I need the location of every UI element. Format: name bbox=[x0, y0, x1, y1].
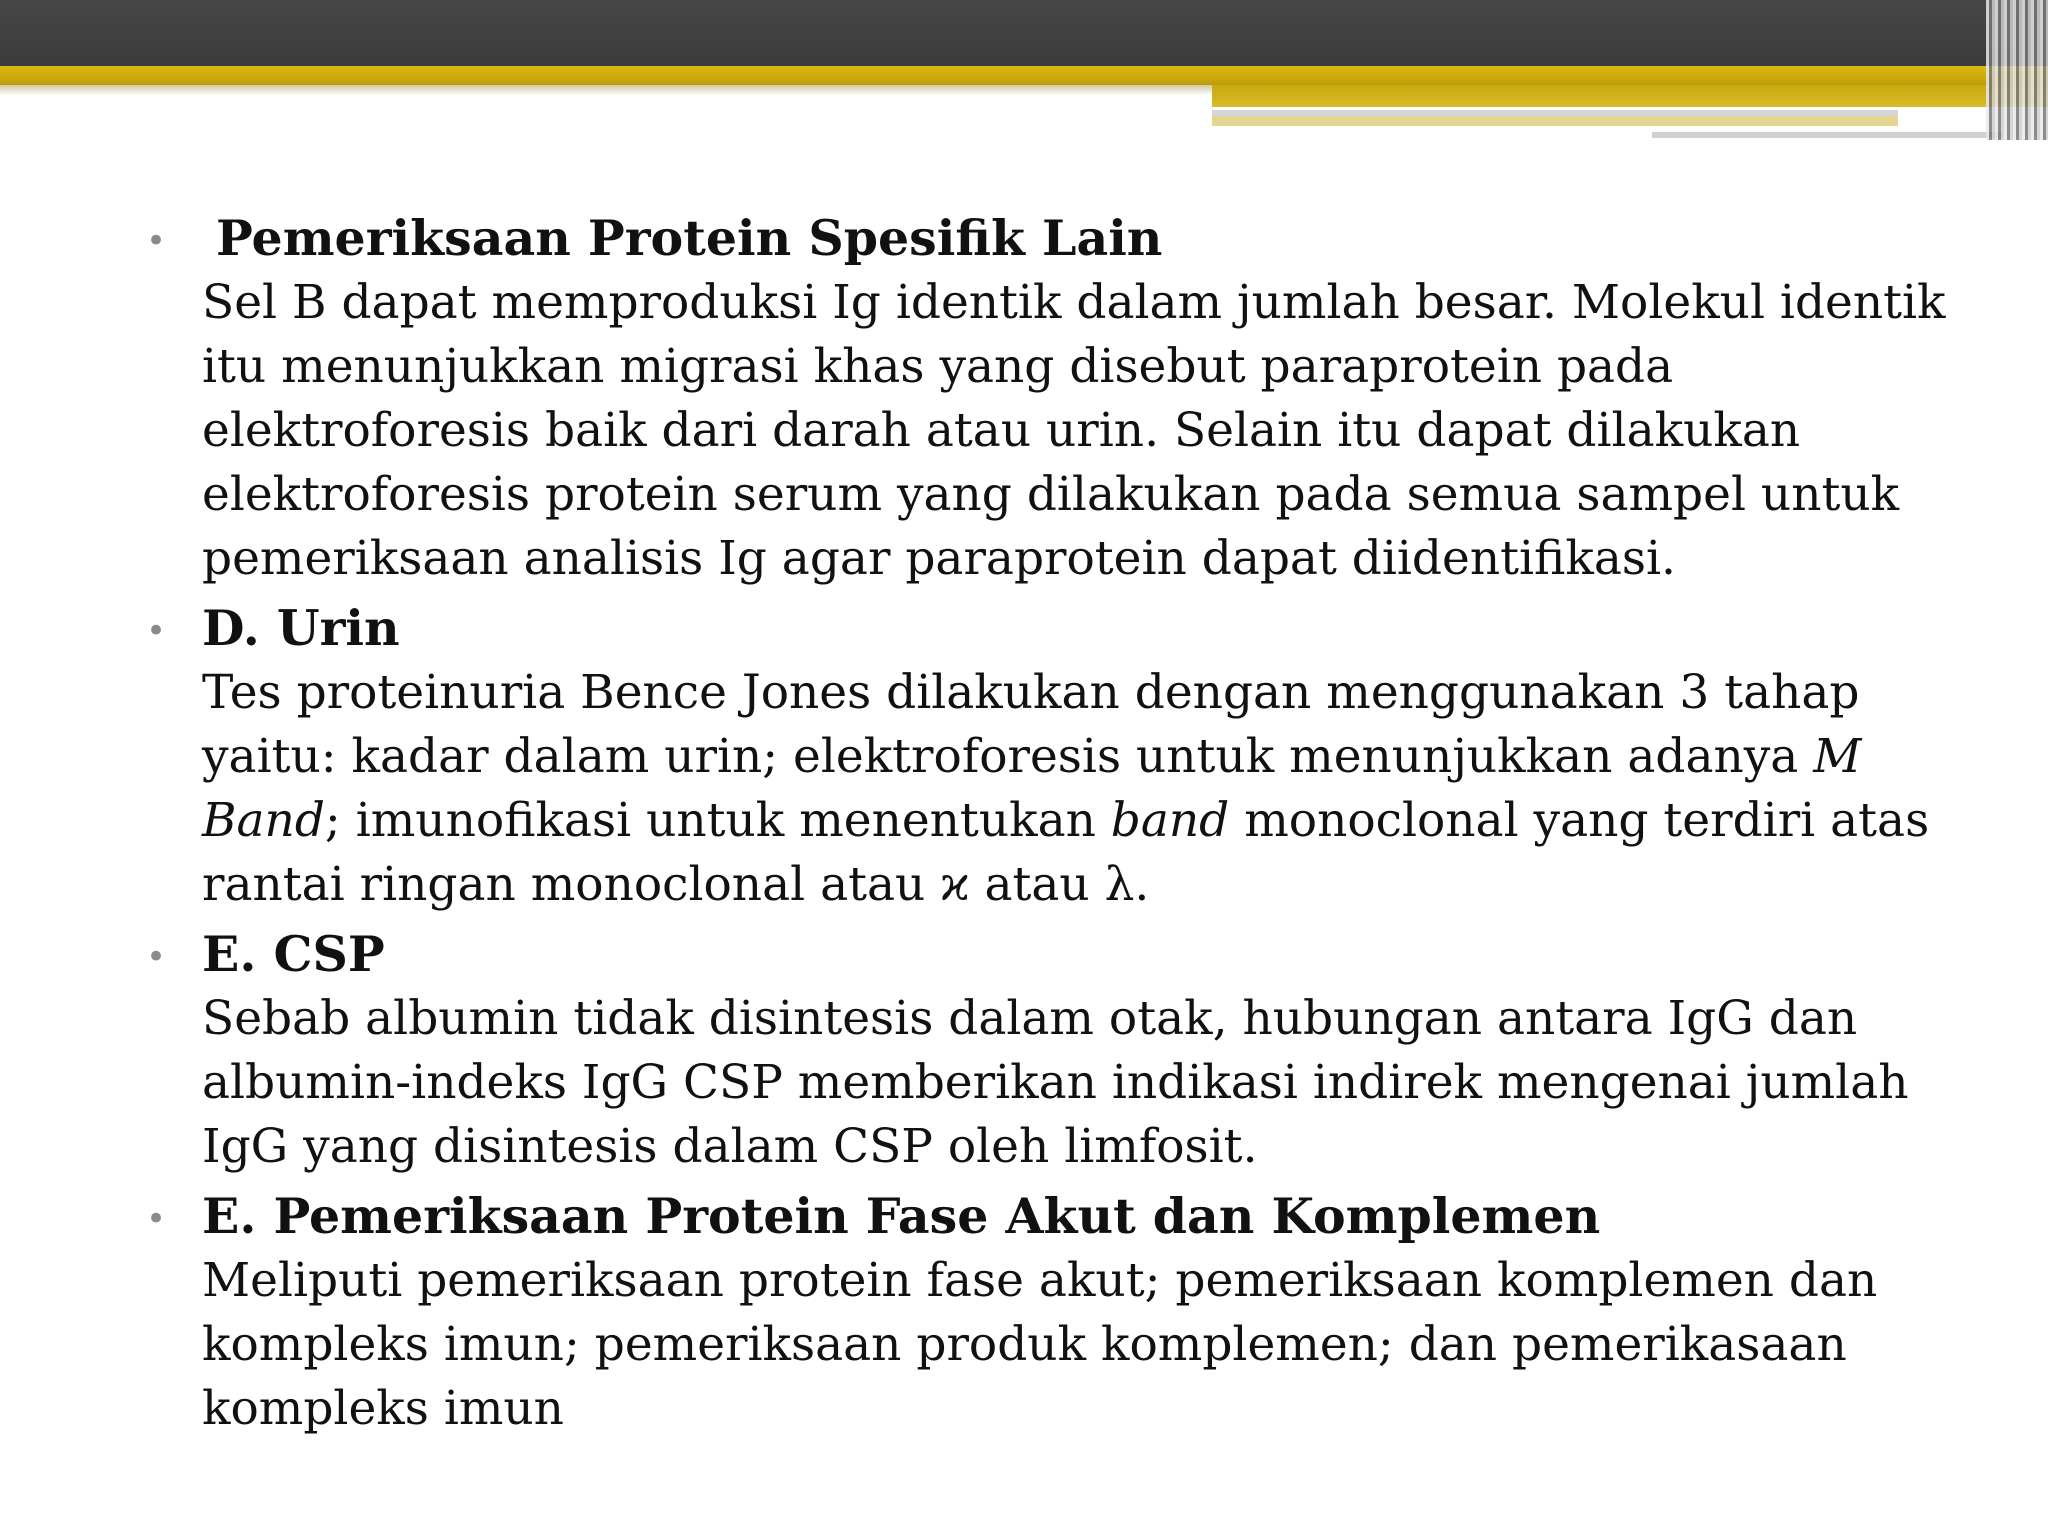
bullet-item-csp bbox=[140, 921, 1960, 1179]
body-text-run: yaitu: kadar dalam urin; elektroforesis untuk menunjukkan adanya bbox=[202, 729, 1814, 784]
header-accent-gold-line bbox=[1212, 116, 1898, 126]
section-body bbox=[202, 271, 1960, 591]
body-line: Meliputi pemeriksaan protein fase akut; pemeriksaan komplemen dan bbox=[202, 1253, 1878, 1308]
bullet-icon: • bbox=[146, 937, 167, 977]
body-line: kompleks imun bbox=[202, 1381, 564, 1436]
bullet-icon: • bbox=[146, 611, 167, 651]
bullet-item-urin bbox=[140, 595, 1960, 917]
body-line bbox=[202, 725, 1960, 789]
italic-term: band bbox=[1110, 793, 1230, 848]
bullet-icon: • bbox=[146, 1199, 167, 1239]
italic-term: Band bbox=[202, 793, 325, 848]
section-heading: E. CSP bbox=[202, 925, 385, 983]
body-line: kompleks imun; pemeriksaan produk komplemen; dan pemerikasaan bbox=[202, 1317, 1847, 1372]
section-body bbox=[202, 987, 1960, 1179]
section-heading: D. Urin bbox=[202, 599, 400, 657]
section-body bbox=[202, 1249, 1960, 1441]
header-bar-gold bbox=[0, 66, 2048, 85]
body-line: IgG yang disintesis dalam CSP oleh limfosit. bbox=[202, 1119, 1258, 1174]
bullet-icon: • bbox=[146, 221, 167, 261]
header-bar-dark bbox=[0, 0, 2048, 66]
bullet-item-fase-akut bbox=[140, 1183, 1960, 1441]
slide-content bbox=[140, 205, 1960, 1445]
italic-term: M bbox=[1813, 729, 1862, 784]
body-text-run: ; imunofikasi untuk menentukan bbox=[324, 793, 1111, 848]
body-line: itu menunjukkan migrasi khas yang disebut paraprotein pada bbox=[202, 339, 1674, 394]
body-line: elektroforesis baik dari darah atau urin. Selain itu dapat dilakukan bbox=[202, 403, 1801, 458]
body-line: Sebab albumin tidak disintesis dalam otak, hubungan antara IgG dan bbox=[202, 991, 1858, 1046]
body-line: elektroforesis protein serum yang dilakukan pada semua sampel untuk bbox=[202, 467, 1900, 522]
body-line: Tes proteinuria Bence Jones dilakukan dengan menggunakan 3 tahap bbox=[202, 665, 1860, 720]
body-text-run: monoclonal yang terdiri atas bbox=[1229, 793, 1930, 848]
body-line: rantai ringan monoclonal atau ϰ atau λ. bbox=[202, 857, 1150, 912]
body-line: albumin-indeks IgG CSP memberikan indikasi indirek mengenai jumlah bbox=[202, 1055, 1909, 1110]
body-line bbox=[202, 789, 1960, 853]
section-heading: Pemeriksaan Protein Spesifik Lain bbox=[216, 209, 1163, 267]
bullet-item-protein-spesifik bbox=[140, 205, 1960, 591]
header-edge-stripes bbox=[1986, 0, 2048, 140]
header-shadow bbox=[0, 85, 1215, 95]
body-line: pemeriksaan analisis Ig agar paraprotein dapat diidentifikasi. bbox=[202, 531, 1676, 586]
header-accent-line-short bbox=[1652, 132, 2002, 138]
header-bar-gold-right bbox=[1212, 85, 2048, 107]
body-line: Sel B dapat memproduksi Ig identik dalam jumlah besar. Molekul identik bbox=[202, 275, 1946, 330]
section-body bbox=[202, 661, 1960, 917]
section-heading: E. Pemeriksaan Protein Fase Akut dan Komplemen bbox=[202, 1187, 1601, 1245]
